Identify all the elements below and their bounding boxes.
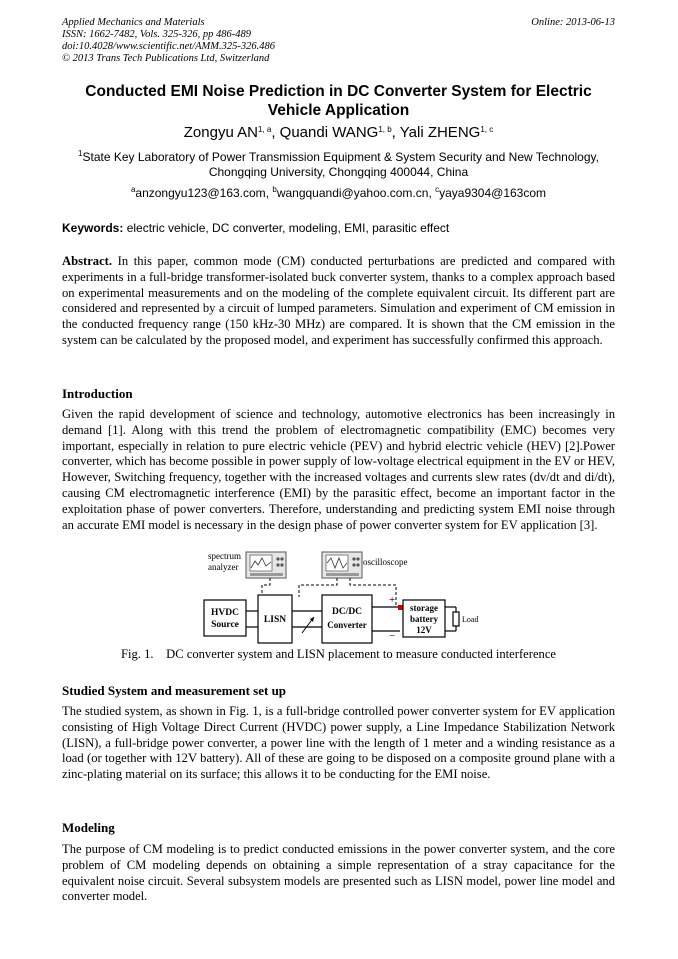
affiliation-line-1: State Key Laboratory of Power Transmission Equipment & System Security and New Technology, (82, 150, 599, 164)
journal-issn: ISSN: 1662-7482, Vols. 325-326, pp 486-489 (62, 29, 251, 40)
load-resistor-icon (453, 612, 459, 626)
oscilloscope-icon (322, 552, 362, 578)
dcdc-label-1: DC/DC (331, 607, 363, 617)
title-line-2: Vehicle Application (267, 102, 410, 119)
paper-title (62, 82, 615, 120)
lisn-block (258, 595, 292, 643)
battery-label-3: 12V (416, 625, 432, 635)
battery-label-2: battery (410, 614, 438, 624)
modeling-text: The purpose of CM modeling is to predict conducted emissions in the power converter system, and the core problem of CM modeling depends on obtaining a simple representation of a stray capacitance for the equivalent noise circuit. Several subsystem models are presented such as LISN model, power line model and converter model. (62, 842, 615, 904)
intro-heading: Introduction (62, 386, 133, 401)
positive-terminal-dot (398, 605, 403, 610)
oscilloscope-label: oscilloscope (363, 557, 408, 567)
author-name: Yali ZHENG (399, 124, 481, 141)
keywords-text: electric vehicle, DC converter, modeling, EMI, parasitic effect (123, 221, 450, 235)
author-emails (62, 186, 615, 201)
abstract (62, 254, 615, 349)
email-separator: , (428, 186, 436, 200)
load-label: Load (462, 615, 479, 624)
affiliation-line-2: Chongqing University, Chongqing 400044, China (208, 165, 469, 179)
email-mark: b (272, 185, 277, 194)
keywords (62, 221, 615, 236)
keywords-label: Keywords: (62, 221, 124, 235)
email-address[interactable]: anzongyu123@163.com (135, 186, 266, 200)
hvdc-source-block (204, 600, 246, 636)
affiliation-mark: 1 (78, 149, 83, 158)
email-address[interactable]: wangquandi@yahoo.com.cn (276, 186, 429, 200)
email-address[interactable]: yaya9304@163com (439, 186, 547, 200)
email-mark: a (130, 185, 136, 194)
journal-doi[interactable]: doi:10.4028/www.scientific.net/AMM.325-326.486 (62, 41, 275, 52)
title-line-1: Conducted EMI Noise Prediction in DC Converter System for Electric (85, 83, 592, 100)
abstract-text: In this paper, common mode (CM) conducted perturbations are predicted and compared with experiments in a full-bridge transformer-isolated buck converter system, thanks to a complex approach based on experimental measurements and on the modeling of the complete equivalent circuit. Its different part are considered and represented by a circuit of lumped parameters. Simulation and experiment of CM emission in the conducted frequency range (150 kHz-30 MHz) are compared. It is shown that the CM emission in the system can be calculated by the proposed model, and experiment has successfully confirmed this approach. (62, 254, 615, 347)
dcdc-label-2: Converter (327, 620, 367, 630)
author-name: Zongyu AN (183, 124, 258, 141)
author-list (62, 124, 615, 142)
spectrum-probe-wire (262, 578, 270, 597)
journal-copyright: © 2013 Trans Tech Publications Ltd, Switzerland (62, 53, 270, 64)
intro-text: Given the rapid development of science and technology, automotive electronics has been increasingly in demand [1]. Along with this trend the problem of electromagnetic compatibility (EMC) becomes very important, especially in relation to pure electric vehicle (PEV) and hybrid electric vehicle (HEV) [2].Power converter, which has become possible in power supply of low-voltage electrical equipment in the EV or HEV, However, Switching frequency, together with the increased voltages and currents slew rates (dv/dt and di/dt), causing CM electromagnetic interference (EMI) by the parasitic effect, become an important factor in the exploitation phase of power converters. Therefore, understanding and predicting system EMI noise through an accurate EMI model is necessary in the design phase of power converter system for EV application [3]. (62, 407, 616, 532)
spectrum-label-1: spectrum (208, 551, 241, 561)
minus-terminal: − (389, 630, 396, 642)
hvdc-label-1: HVDC (211, 608, 239, 618)
email-separator: , (265, 186, 273, 200)
author-affil-mark: 1, b (378, 125, 392, 134)
affiliation (62, 150, 615, 180)
current-probe-icon (302, 617, 314, 633)
figure-1-caption: Fig. 1. DC converter system and LISN placement to measure conducted interference (120, 647, 557, 661)
dcdc-converter-block (322, 595, 372, 643)
plus-terminal: + (389, 594, 396, 606)
studied-text: The studied system, as shown in Fig. 1, is a full-bridge controlled power converter system for EV application consisting of High Voltage Direct Current (HVDC) power supply, a Line Impedance Stabilization Network (LISN), a full-bridge power converter, a power line with the length of 1 meter and a winding resistance as a load (or together with 12V battery). All of these are going to be disposed on a composite ground plane with a zinc-plating material on its surface; this allows it to be conducting for the EMI noise. (62, 704, 615, 782)
journal-header (62, 17, 275, 65)
online-date: Online: 2013-06-13 (531, 17, 615, 28)
figure-1-diagram (200, 549, 490, 645)
lisn-label: LISN (263, 615, 287, 625)
author-affil-mark: 1, a (257, 125, 272, 134)
oscilloscope-probe-wire (299, 578, 337, 597)
storage-battery-block (403, 600, 445, 637)
author-separator: , (391, 124, 400, 141)
author-name: Quandi WANG (279, 124, 379, 141)
spectrum-label-2: analyzer (208, 562, 239, 572)
journal-name: Applied Mechanics and Materials (62, 17, 205, 28)
email-mark: c (435, 185, 440, 194)
battery-label-1: storage (410, 603, 438, 613)
author-separator: , (271, 124, 280, 141)
modeling-heading: Modeling (62, 820, 115, 835)
author-affil-mark: 1, c (480, 125, 494, 134)
abstract-label: Abstract. (62, 254, 113, 268)
spectrum-analyzer-icon (246, 552, 286, 578)
studied-heading: Studied System and measurement set up (62, 683, 287, 698)
hvdc-label-2: Source (211, 620, 239, 630)
